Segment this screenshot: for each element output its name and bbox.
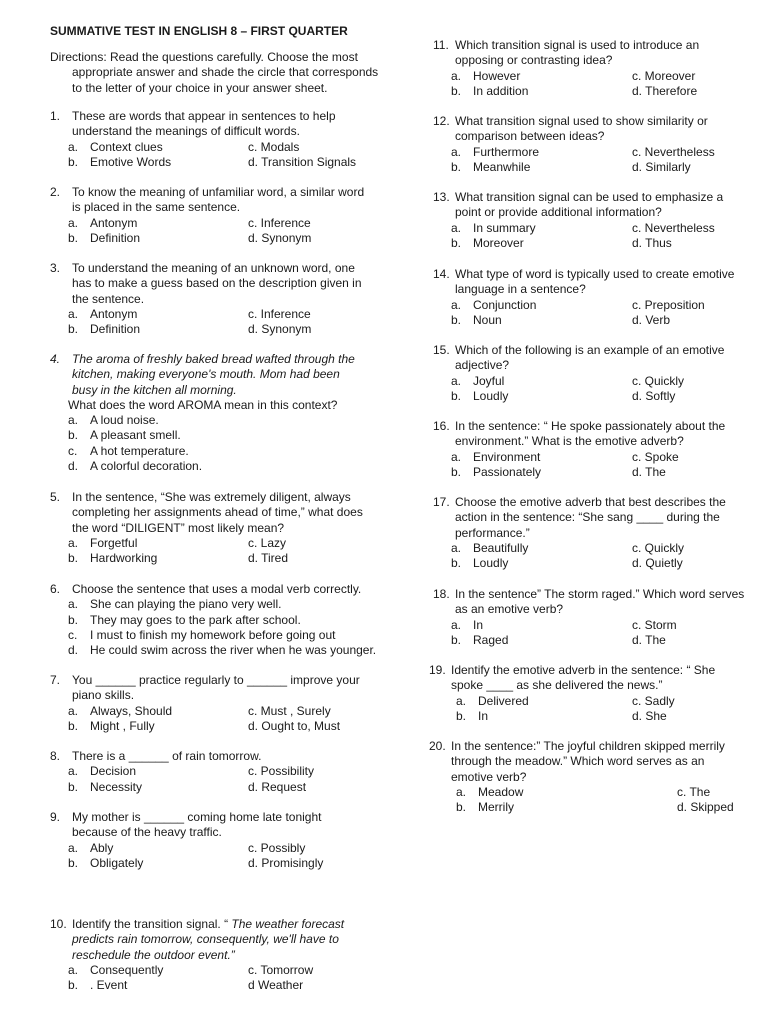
option-letter: b. xyxy=(68,551,79,566)
option-letter: a. xyxy=(451,449,462,464)
option-text: Joyful xyxy=(473,373,505,388)
option-d[interactable]: d. Verb xyxy=(632,312,671,327)
option-text: Meadow xyxy=(478,784,524,799)
question-4 xyxy=(50,352,368,474)
option-d[interactable]: d. Synonym xyxy=(248,230,312,245)
option-c[interactable]: c. Must , Surely xyxy=(248,703,331,718)
option-a[interactable] xyxy=(50,307,368,322)
question-18 xyxy=(433,587,748,648)
option-d[interactable]: d. Transition Signals xyxy=(248,154,357,169)
option-a[interactable] xyxy=(50,764,368,779)
option-text: Obligately xyxy=(90,855,144,870)
option-text: Delivered xyxy=(478,693,529,708)
option-letter: c. xyxy=(68,443,78,458)
option-letter: b. xyxy=(451,312,462,327)
question-number: 5. xyxy=(50,490,61,504)
question-passage: The aroma of freshly baked bread wafted through the kitchen, making everyone's mouth. Mom had been busy in the kitchen all morning. xyxy=(72,352,355,397)
option-c[interactable]: c. The xyxy=(677,784,711,799)
question-20 xyxy=(429,739,749,815)
option-a[interactable] xyxy=(50,216,368,231)
question-number: 13. xyxy=(433,190,450,204)
question-stem: What type of word is typically used to create emotive language in a sentence? xyxy=(455,267,735,297)
option-a[interactable] xyxy=(433,69,748,84)
question-1 xyxy=(50,109,368,170)
option-d[interactable]: d. Similarly xyxy=(632,159,691,174)
option-letter: c. xyxy=(68,627,78,642)
option-text: A loud noise. xyxy=(90,413,159,428)
option-a[interactable] xyxy=(50,963,368,978)
option-b[interactable] xyxy=(433,236,748,251)
option-letter: a. xyxy=(68,764,79,779)
question-stem: To understand the meaning of an unknown word, one has to make a guess based on the description given in the sentence. xyxy=(72,261,362,306)
option-letter: a. xyxy=(451,144,462,159)
option-text: In addition xyxy=(473,83,529,98)
option-c[interactable]: c. Quickly xyxy=(632,373,685,388)
option-a[interactable] xyxy=(433,618,748,633)
option-b[interactable] xyxy=(50,231,368,246)
option-text: Loudly xyxy=(473,388,509,403)
option-d[interactable]: d. Tired xyxy=(248,551,289,566)
option-c[interactable]: c. Modals xyxy=(248,139,300,154)
option-letter: a. xyxy=(451,540,462,555)
option-c[interactable]: c. Tomorrow xyxy=(248,962,314,977)
option-c[interactable]: c. Storm xyxy=(632,617,677,632)
option-letter: b. xyxy=(451,235,462,250)
question-stem: In the sentence: “ He spoke passionately about the environment.” What is the emotive adverb? xyxy=(455,419,726,449)
option-letter: b. xyxy=(456,708,467,723)
question-number: 16. xyxy=(433,419,450,433)
question-number: 12. xyxy=(433,114,450,128)
option-d[interactable] xyxy=(50,459,368,474)
option-d[interactable]: d. Thus xyxy=(632,235,672,250)
option-letter: b. xyxy=(451,83,462,98)
question-8 xyxy=(50,749,368,795)
option-a[interactable] xyxy=(50,536,368,551)
option-a[interactable] xyxy=(433,541,748,556)
question-15 xyxy=(433,343,748,404)
option-b[interactable] xyxy=(50,322,368,337)
option-letter: b. xyxy=(68,322,79,337)
question-number: 7. xyxy=(50,673,61,687)
page-title: SUMMATIVE TEST IN ENGLISH 8 – FIRST QUARTER xyxy=(50,24,348,38)
option-c[interactable] xyxy=(50,628,380,643)
option-text: Noun xyxy=(473,312,502,327)
option-d[interactable] xyxy=(50,643,380,658)
option-a[interactable] xyxy=(433,450,748,465)
question-number: 1. xyxy=(50,109,61,123)
option-letter: a. xyxy=(68,840,79,855)
option-text: She can playing the piano very well. xyxy=(90,597,282,612)
directions xyxy=(50,50,380,96)
question-stem: What transition signal can be used to emphasize a point or provide additional information? xyxy=(455,190,724,220)
option-b[interactable] xyxy=(429,709,749,724)
question-number: 3. xyxy=(50,261,61,275)
option-text: Raged xyxy=(473,632,509,647)
option-d[interactable]: d. Skipped xyxy=(677,800,734,815)
question-stem: To know the meaning of unfamiliar word, a similar word is placed in the same sentence. xyxy=(72,185,365,215)
option-text: Moreover xyxy=(473,235,524,250)
question-14 xyxy=(433,267,748,328)
directions-first-line: Directions: Read the questions carefully. Choose the most xyxy=(50,50,358,64)
question-stem: You ______ practice regularly to ______ improve your piano skills. xyxy=(72,673,360,703)
option-letter: b. xyxy=(451,632,462,647)
option-d[interactable]: d. Request xyxy=(248,779,307,794)
option-letter: b. xyxy=(68,855,79,870)
option-letter: a. xyxy=(68,306,79,321)
option-c[interactable]: c. Lazy xyxy=(248,535,287,550)
option-text: They may goes to the park after school. xyxy=(90,612,301,627)
question-stem: There is a ______ of rain tomorrow. xyxy=(72,749,262,763)
option-a[interactable] xyxy=(429,694,749,709)
option-letter: a. xyxy=(451,617,462,632)
option-b[interactable] xyxy=(429,800,749,815)
option-text: Meanwhile xyxy=(473,159,531,174)
option-a[interactable] xyxy=(433,221,748,236)
question-number: 17. xyxy=(433,495,450,509)
question-stem: In the sentence, “She was extremely diligent, always completing her assignments ahead of time,” what does the word “DILIGENT” most likely mean? xyxy=(72,490,363,535)
option-b[interactable] xyxy=(50,428,368,443)
option-text: Context clues xyxy=(90,139,163,154)
option-a[interactable] xyxy=(433,374,748,389)
option-letter: b. xyxy=(451,556,462,571)
option-text: In xyxy=(473,617,484,632)
question-number: 2. xyxy=(50,185,61,199)
question-5 xyxy=(50,490,368,566)
option-d[interactable]: d. The xyxy=(632,464,666,479)
question-19 xyxy=(429,663,749,724)
option-d[interactable]: d. Quietly xyxy=(632,556,683,571)
option-d[interactable]: d. She xyxy=(632,708,667,723)
option-text: Necessity xyxy=(90,779,143,794)
question-number: 9. xyxy=(50,810,61,824)
option-c[interactable]: c. Nevertheless xyxy=(632,144,715,159)
option-c[interactable]: c. Spoke xyxy=(632,449,679,464)
option-letter: a. xyxy=(451,373,462,388)
option-a[interactable] xyxy=(50,413,368,428)
option-d[interactable]: d. Promisingly xyxy=(248,855,324,870)
question-11 xyxy=(433,38,748,99)
option-text: I must to finish my homework before going out xyxy=(90,627,336,642)
option-b[interactable] xyxy=(433,633,748,648)
option-text: Passionately xyxy=(473,464,542,479)
option-letter: b. xyxy=(68,612,79,627)
option-text: Definition xyxy=(90,230,141,245)
question-number: 11. xyxy=(433,38,449,52)
option-letter: a. xyxy=(456,784,467,799)
question-number: 20. xyxy=(429,739,446,753)
option-text: Decision xyxy=(90,764,137,779)
option-b[interactable] xyxy=(433,160,748,175)
option-b[interactable] xyxy=(433,465,748,480)
option-a[interactable] xyxy=(50,597,380,612)
option-d[interactable]: d. Ought to, Must xyxy=(248,718,341,733)
question-2 xyxy=(50,185,368,246)
option-b[interactable] xyxy=(433,84,748,99)
option-b[interactable] xyxy=(50,155,368,170)
option-letter: a. xyxy=(68,962,79,977)
option-d[interactable]: d. Synonym xyxy=(248,322,312,337)
question-stem: In the sentence” The storm raged.” Which word serves as an emotive verb? xyxy=(455,587,745,617)
option-letter: a. xyxy=(456,693,467,708)
option-a[interactable] xyxy=(433,298,748,313)
option-text: Furthermore xyxy=(473,144,540,159)
option-letter: a. xyxy=(451,297,462,312)
option-text: He could swim across the river when he was younger. xyxy=(90,643,377,658)
option-b[interactable] xyxy=(433,389,748,404)
directions-text: appropriate answer and shade the circle that corresponds to the letter of your choice in your answer sheet. xyxy=(72,65,379,95)
question-stem: Identify the emotive adverb in the sentence: “ She spoke ____ as she delivered the news.” xyxy=(451,663,716,693)
option-d[interactable]: d. Softly xyxy=(632,388,676,403)
option-letter: b. xyxy=(68,779,79,794)
option-c[interactable]: c. Possibility xyxy=(248,764,315,779)
option-letter: a. xyxy=(451,220,462,235)
option-text: In xyxy=(478,708,489,723)
option-letter: b. xyxy=(68,978,79,993)
question-stem: What does the word AROMA mean in this context? xyxy=(68,397,338,412)
option-letter: b. xyxy=(451,464,462,479)
option-d[interactable]: d Weather xyxy=(248,978,304,993)
option-text: Hardworking xyxy=(90,551,158,566)
option-text: Environment xyxy=(473,449,541,464)
question-number: 19. xyxy=(429,663,446,677)
option-letter: b. xyxy=(456,800,467,815)
option-letter: a. xyxy=(68,597,79,612)
option-c[interactable]: c. Quickly xyxy=(632,540,685,555)
option-text: Conjunction xyxy=(473,297,537,312)
question-stem: Which transition signal is used to introduce an opposing or contrasting idea? xyxy=(455,38,700,68)
option-b[interactable] xyxy=(50,978,368,993)
question-number: 15. xyxy=(433,343,450,357)
question-number: 10. xyxy=(50,917,67,931)
question-number: 18. xyxy=(433,587,450,601)
question-3 xyxy=(50,261,368,337)
question-17 xyxy=(433,495,748,571)
option-text: A colorful decoration. xyxy=(90,459,203,474)
question-number: 14. xyxy=(433,267,450,281)
option-a[interactable] xyxy=(50,140,368,155)
option-letter: d. xyxy=(68,459,79,474)
option-text: Loudly xyxy=(473,556,509,571)
question-stem: Which of the following is an example of an emotive adjective? xyxy=(455,343,725,373)
option-letter: a. xyxy=(451,68,462,83)
option-letter: b. xyxy=(68,154,79,169)
question-number: 6. xyxy=(50,582,61,596)
option-c[interactable]: c. Sadly xyxy=(632,693,675,708)
option-text: Emotive Words xyxy=(90,154,172,169)
option-text: Antonym xyxy=(90,306,138,321)
question-stem: What transition signal used to show similarity or comparison between ideas? xyxy=(455,114,708,144)
option-a[interactable] xyxy=(50,841,368,856)
option-letter: a. xyxy=(68,413,79,428)
option-c[interactable]: c. Moreover xyxy=(632,68,696,83)
option-letter: a. xyxy=(68,703,79,718)
option-text: Ably xyxy=(90,840,114,855)
option-b[interactable] xyxy=(433,313,748,328)
option-c[interactable]: c. Preposition xyxy=(632,297,705,312)
option-text: A hot temperature. xyxy=(90,443,189,458)
option-a[interactable] xyxy=(50,704,368,719)
option-d[interactable]: d. The xyxy=(632,632,666,647)
question-16 xyxy=(433,419,748,480)
option-text: However xyxy=(473,68,521,83)
option-letter: a. xyxy=(68,215,79,230)
option-letter: b. xyxy=(451,388,462,403)
question-13 xyxy=(433,190,748,251)
question-number: 4. xyxy=(50,352,61,366)
option-c[interactable]: c. Possibly xyxy=(248,840,306,855)
option-text: Beautifully xyxy=(473,540,529,555)
option-text: Merrily xyxy=(478,800,514,815)
option-a[interactable] xyxy=(433,145,748,160)
question-7 xyxy=(50,673,368,734)
option-letter: b. xyxy=(68,230,79,245)
question-stem: In the sentence:” The joyful children skipped merrily through the meadow.” Which word serves as an emotive verb? xyxy=(451,739,725,784)
question-passage: The weather forecast predicts rain tomorrow, consequently, we'll have to reschedule the outdoor event.” xyxy=(72,917,345,962)
option-c[interactable]: c. Nevertheless xyxy=(632,220,715,235)
option-b[interactable] xyxy=(433,556,748,571)
question-stem: Choose the sentence that uses a modal verb correctly. xyxy=(72,582,362,596)
option-text: Consequently xyxy=(90,962,164,977)
option-c[interactable]: c. Inference xyxy=(248,215,311,230)
option-c[interactable] xyxy=(50,444,368,459)
option-b[interactable] xyxy=(50,551,368,566)
question-10 xyxy=(50,917,368,993)
option-b[interactable] xyxy=(50,780,368,795)
question-stem: Choose the emotive adverb that best describes the action in the sentence: “She sang ____ during the performance.” xyxy=(455,495,726,540)
option-text: Antonym xyxy=(90,215,138,230)
option-letter: b. xyxy=(68,718,79,733)
question-stem: My mother is ______ coming home late tonight because of the heavy traffic. xyxy=(72,810,322,840)
question-9 xyxy=(50,810,368,871)
question-number: 8. xyxy=(50,749,61,763)
option-text: Definition xyxy=(90,322,141,337)
option-a[interactable] xyxy=(429,785,749,800)
option-text: . Event xyxy=(90,978,128,993)
question-stem: These are words that appear in sentences to help understand the meanings of difficult words. xyxy=(72,109,336,139)
question-12 xyxy=(433,114,748,175)
question-stem-prefix: Identify the transition signal. “ xyxy=(72,917,232,931)
option-text: A pleasant smell. xyxy=(90,428,181,443)
option-letter: a. xyxy=(68,535,79,550)
option-b[interactable] xyxy=(50,856,368,871)
option-letter: b. xyxy=(68,428,79,443)
option-letter: a. xyxy=(68,139,79,154)
option-d[interactable]: d. Therefore xyxy=(632,83,698,98)
option-b[interactable] xyxy=(50,719,368,734)
option-c[interactable]: c. Inference xyxy=(248,306,311,321)
option-b[interactable] xyxy=(50,613,380,628)
option-text: Always, Should xyxy=(90,703,173,718)
option-text: In summary xyxy=(473,220,536,235)
option-text: Might , Fully xyxy=(90,718,155,733)
option-text: Forgetful xyxy=(90,535,138,550)
option-letter: d. xyxy=(68,643,79,658)
question-6 xyxy=(50,582,380,658)
option-letter: b. xyxy=(451,159,462,174)
